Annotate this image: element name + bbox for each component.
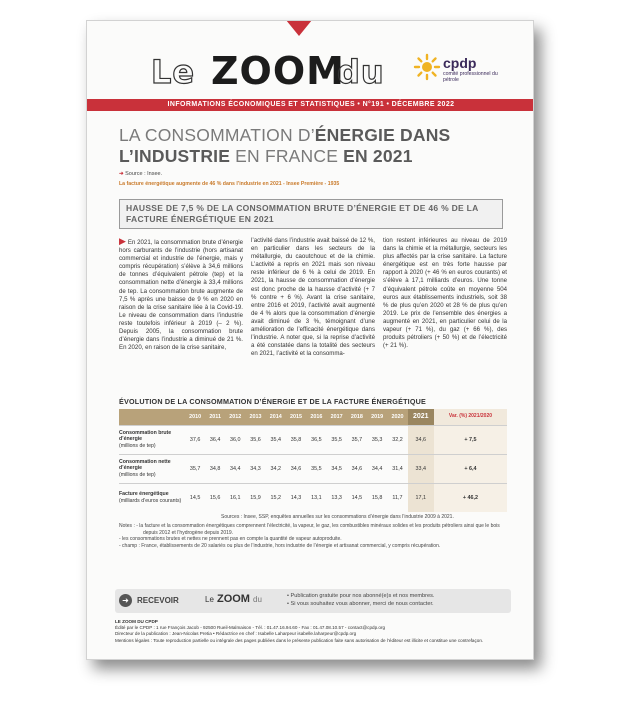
note-line: - les consommations brutes et nettes ne prennent pas en compte la quantité de vapeur autoproduite. (119, 536, 342, 543)
row-label-text: Consommation nette d’énergie (119, 458, 171, 472)
title-bold1: ÉNERGIE DANS (314, 125, 451, 145)
table-cell: 15,8 (367, 483, 387, 512)
article-column-2 (251, 237, 375, 393)
footer-line: Édité par le CPDP : 1 rue François Jacob - 92500 Rueil-Malmaison - Tél. : 01.47.16.94.60 - Fax : 01.47.08.10.57 - contact@cpdp.org (115, 625, 386, 631)
footer-line: Mentions légales : Toute reproduction partielle ou intégrale des pages publiées dans le présente publication faite sans autorisation de l’éditeur est illicite et constitue une contrefaçon. (115, 637, 484, 643)
footer-line: Directeur de la publication : Jean-Nicolas Pretia • Rédactrice en chef : Isabelle Laharpeur isabelle.laharpeur@cpdp.org (115, 631, 357, 637)
table-cell-last: 33,4 (408, 454, 434, 483)
logo-name: cpdp (443, 55, 477, 71)
title-part2: EN FRANCE (230, 146, 344, 166)
arrow-right-icon: ➜ (119, 171, 124, 177)
table-cell: 36,4 (205, 425, 225, 454)
table-cell: 14,5 (185, 483, 205, 512)
table-cell: 34,4 (367, 454, 387, 483)
triangle-bullet-icon: ▶ (119, 237, 127, 246)
subscribe-info (287, 592, 434, 608)
table-cell: 13,3 (326, 483, 346, 512)
year-header: 2015 (286, 409, 306, 425)
subscribe-line2: • Si vous souhaitez vous abonner, merci de nous contacter. (287, 601, 434, 607)
table-cell: 15,6 (205, 483, 225, 512)
row-label (119, 483, 185, 512)
table-cell: 14,5 (347, 483, 367, 512)
title-bold3: EN 2021 (343, 146, 413, 166)
subscribe-zoom (205, 593, 250, 605)
article-column-1 (119, 237, 243, 393)
table-cell: 32,2 (387, 425, 407, 454)
masthead-le: Le (151, 53, 196, 91)
row-unit: (millions de tep) (119, 471, 156, 478)
table-cell-last: 17,1 (408, 483, 434, 512)
subscribe-line1: • Publication gratuite pour nos abonné(e)s et nos membres. (287, 593, 435, 599)
article-col1-text: En 2021, la consommation brute d’énergie hors carburants de l’industrie (hors artisanat commercial et industrie de l’énergie, mais y compris récupération) s’élève à 34,6 millions de tonnes d’équivalent pétrole (tep) et la consommation nette d’énergie à 33,4 millions de tep. La consommation brute augmente de 7,5 % après une baisse de 9 % en 2020 en raison de la crise sanitaire liée à la Covid-19. Le niveau de consommation dans l’industrie reste toutefois inférieur à 2019 (– 2 %). Depuis 2005, la consommation brute d’énergie dans l’industrie a diminué de 21 %. En 2020, en raison de la crise sanitaire, (119, 239, 243, 352)
article-col2-text: l’activité dans l’industrie avait baissé de 12 %, en particulier dans les secteurs de la métallurgie, du caoutchouc et de la chimie. L’activité a repris en 2021 mais son niveau reste inférieur de 6 % à celui de 2019. En 2021, la hausse de consommation d’énergie est donc proche de la hausse d’activité (+ 7 % contre + 6 %). Avant la crise sanitaire, entre 2016 et 2019, l’activité avait augmenté de 4 % alors que la consommation d’énergie avait diminué de 3 %, témoignant d’une amélioration de l’efficacité énergétique dans l’industrie. A noter que, si la reprise d’activité a été constatée dans la totalité des secteurs en 2021, l’activité et la consomma- (251, 237, 375, 358)
red-notch-marker (286, 20, 312, 36)
table-cell: 35,4 (266, 425, 286, 454)
page-title (119, 125, 509, 167)
footer-heading: LE ZOOM DU CPDP (115, 619, 158, 624)
table-cell: 34,6 (347, 454, 367, 483)
masthead (151, 47, 498, 93)
table-cell: 14,3 (286, 483, 306, 512)
table-cell: 35,5 (306, 454, 326, 483)
table-cell: 34,5 (326, 454, 346, 483)
header-empty (119, 409, 185, 425)
table-cell: 15,9 (245, 483, 265, 512)
article-body (119, 237, 507, 393)
table-title: ÉVOLUTION DE LA CONSOMMATION D’ÉNERGIE ET DE LA FACTURE ÉNERGÉTIQUE (119, 397, 427, 406)
masthead-du: du (337, 53, 385, 91)
source-text: Source : Insee. (125, 171, 163, 177)
year-header: 2020 (387, 409, 407, 425)
year-header: 2019 (367, 409, 387, 425)
note-line: - champ : France, établissements de 20 salariés ou plus de l’industrie, hors industrie de l’énergie et artisanat commercial, y compris récupération. (119, 542, 441, 549)
table-header-row (119, 409, 507, 425)
table-row (119, 425, 507, 454)
year-header: 2017 (326, 409, 346, 425)
banner: INFORMATIONS ÉCONOMIQUES ET STATISTIQUES • N°191 • DÉCEMBRE 2022 (87, 99, 534, 111)
source-line (119, 171, 162, 177)
table-cell: 34,3 (245, 454, 265, 483)
footer (115, 619, 515, 644)
row-label (119, 454, 185, 483)
subscribe-du: du (253, 595, 262, 604)
title-part1: LA CONSOMMATION D’ (119, 125, 315, 145)
note-line: Notes : - la facture et la consommation énergétiques comprennent l’électricité, la vapeur, le gaz, les combustibles minéraux solides et les produits pétroliers ainsi que le bois depuis 2012 et l’hydrogène depuis 2019. (119, 523, 500, 536)
table-row (119, 483, 507, 512)
article-column-3 (383, 237, 507, 393)
year-header: 2013 (245, 409, 265, 425)
publication-link[interactable]: La facture énergétique augmente de 46 % dans l’industrie en 2021 - Insee Première - 1935 (119, 181, 340, 187)
table-cell: 35,8 (286, 425, 306, 454)
table-cell-variation: + 7,5 (434, 425, 507, 454)
year-header: 2014 (266, 409, 286, 425)
highlight-box: HAUSSE DE 7,5 % DE LA CONSOMMATION BRUTE D’ÉNERGIE ET DE 46 % DE LA FACTURE ÉNERGÉTIQUE EN 2021 (119, 199, 503, 229)
table-cell-variation: + 46,2 (434, 483, 507, 512)
year-header-last: 2021 (408, 409, 434, 425)
article-col3-text: tion restent inférieures au niveau de 2019 dans la chimie et la métallurgie, secteurs les plus affectés par la crise sanitaire. La facture énergétique est en très forte hausse par rapport à 2020 (+ 46 % en euros courants) et s’élève à 17,1 milliards d’euros. Une tonne d’équivalent pétrole coûte en moyenne 504 euros aux établissements industriels, soit 38 % de plus qu’en 2020 et 28 % de plus qu’en 2019. Le prix de l’ensemble des énergies a augmenté en 2021, en particulier celui de la vapeur (+ 71 %), du gaz (+ 66 %), des produits pétroliers (+ 50 %) et de l’électricité (+ 21 %). (383, 237, 507, 350)
table-cell: 13,1 (306, 483, 326, 512)
table-cell: 15,2 (266, 483, 286, 512)
row-unit: (milliards d’euros courants) (119, 497, 182, 504)
masthead-zoom: ZOOM (211, 49, 345, 93)
row-label (119, 425, 185, 454)
subscribe-le: Le (205, 595, 214, 604)
table-cell-variation: + 6,4 (434, 454, 507, 483)
subscribe-label: RECEVOIR (137, 596, 179, 605)
table-notes (119, 523, 509, 549)
table-cell: 35,7 (347, 425, 367, 454)
row-unit: (millions de tep) (119, 442, 156, 449)
title-bold2: L’INDUSTRIE (119, 146, 231, 166)
year-header: 2012 (225, 409, 245, 425)
row-label-text: Facture énergétique (119, 491, 169, 498)
year-header: 2016 (306, 409, 326, 425)
table-cell: 35,3 (367, 425, 387, 454)
table-cell: 34,4 (225, 454, 245, 483)
variation-header: Var. (%) 2021/2020 (434, 409, 507, 425)
row-label-text: Consommation brute d’énergie (119, 429, 172, 443)
cpdp-logo (413, 53, 503, 93)
subscribe-banner[interactable] (115, 589, 511, 613)
table-cell: 35,7 (185, 454, 205, 483)
table-cell: 36,0 (225, 425, 245, 454)
table-cell: 11,7 (387, 483, 407, 512)
table-cell: 36,5 (306, 425, 326, 454)
logo-subtitle: comité professionnel du pétrole (443, 71, 498, 83)
arrow-right-circle-icon: ➜ (119, 594, 132, 607)
year-header: 2011 (205, 409, 225, 425)
table-cell: 35,5 (326, 425, 346, 454)
table-row (119, 454, 507, 483)
sun-icon (413, 53, 441, 81)
table-cell: 34,6 (286, 454, 306, 483)
table-cell: 31,4 (387, 454, 407, 483)
document-page (86, 20, 534, 660)
table-cell: 34,8 (205, 454, 225, 483)
table-cell: 16,1 (225, 483, 245, 512)
table-source: Sources : Insee, SSP, enquêtes annuelles sur les consommations d’énergie dans l’industrie 2009 à 2021. (221, 514, 454, 520)
table-cell: 37,6 (185, 425, 205, 454)
year-header: 2018 (347, 409, 367, 425)
data-table (119, 409, 507, 512)
table-cell: 35,6 (245, 425, 265, 454)
table-cell: 34,2 (266, 454, 286, 483)
year-header: 2010 (185, 409, 205, 425)
subscribe-zoom-text: ZOOM (216, 593, 250, 605)
table-cell-last: 34,6 (408, 425, 434, 454)
